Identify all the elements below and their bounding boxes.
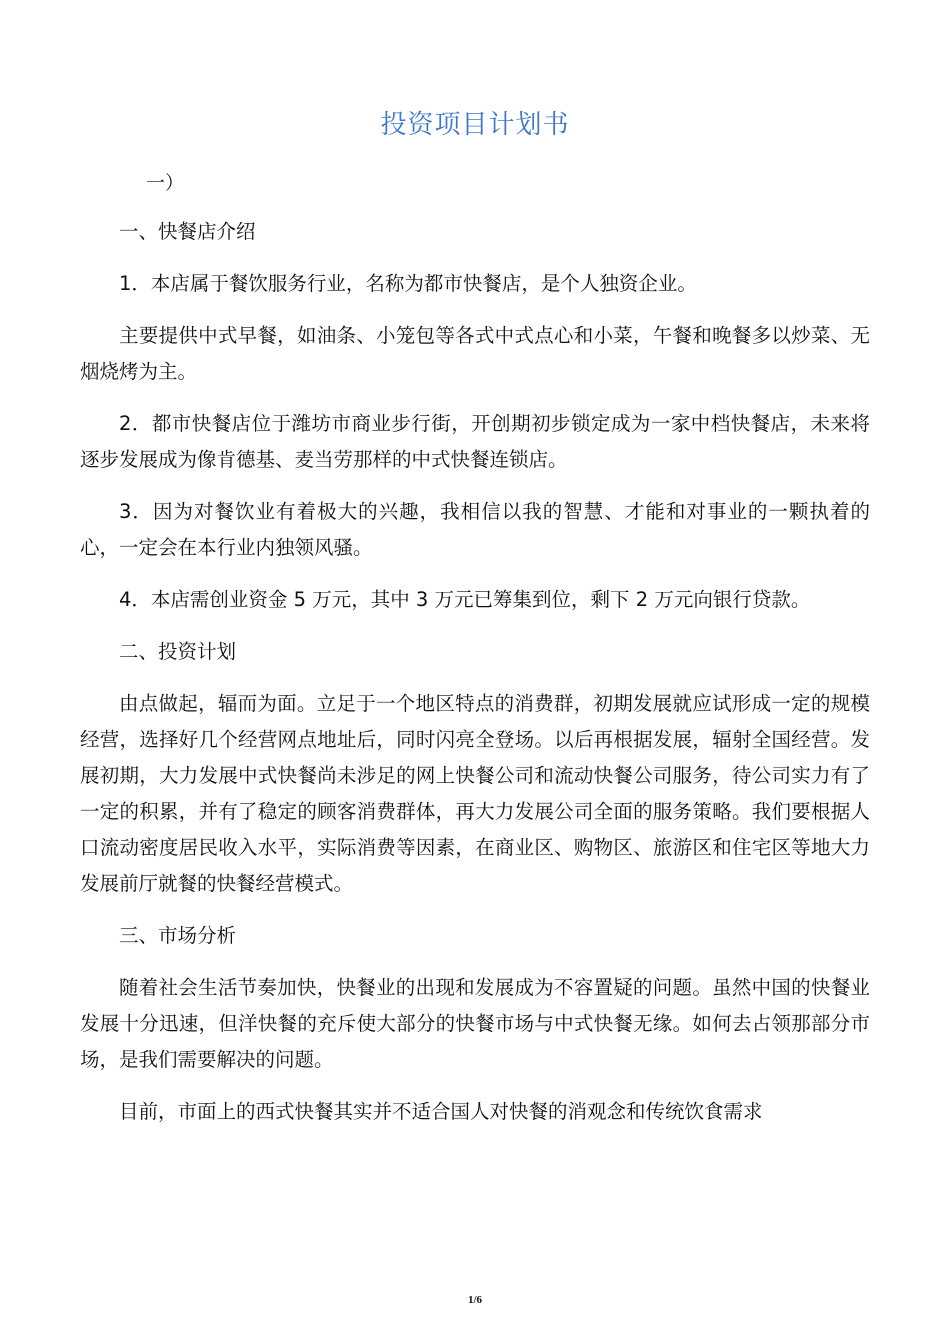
page-number: 1/6 (467, 1294, 483, 1306)
paragraph: 由点做起，辐而为面。立足于一个地区特点的消费群，初期发展就应试形成一定的规模经营，选择好几个经营网点地址后，同时闪亮全登场。以后再根据发展，辐射全国经营。发展初期，大力发展中式快餐尚未涉足的网上快餐公司和流动快餐公司服务，待公司实力有了一定的积累，并有了稳定的顾客消费群体，再大力发展公司全面的服务策略。我们要根据人口流动密度居民收入水平，实际消费等因素，在商业区、购物区、旅游区和住宅区等地大力发展前厅就餐的快餐经营模式。 (80, 692, 870, 895)
paragraph: 目前，市面上的西式快餐其实并不适合国人对快餐的消观念和传统饮食需求 (119, 1100, 763, 1123)
section-heading-intro: 一、快餐店介绍 (119, 220, 256, 243)
document-title: 投资项目计划书 (380, 110, 570, 140)
paragraph: 3．因为对餐饮业有着极大的兴趣，我相信以我的智慧、才能和对事业的一颗执着的心，一定会在本行业内独领风骚。 (80, 500, 870, 559)
paragraph: 主要提供中式早餐，如油条、小笼包等各式中式点心和小菜，午餐和晚餐多以炒菜、无烟烧烤为主。 (80, 324, 870, 383)
document-body (80, 214, 870, 1146)
section-subheading: 一） (146, 172, 185, 194)
paragraph: 随着社会生活节奏加快，快餐业的出现和发展成为不容置疑的问题。虽然中国的快餐业发展十分迅速，但洋快餐的充斥使大部分的快餐市场与中式快餐无缘。如何去占领那部分市场，是我们需要解决的问题。 (80, 976, 870, 1071)
section-heading-investment: 二、投资计划 (119, 640, 237, 663)
paragraph: 1．本店属于餐饮服务行业，名称为都市快餐店，是个人独资企业。 (119, 272, 697, 295)
paragraph: 2．都市快餐店位于潍坊市商业步行街，开创期初步锁定成为一家中档快餐店，未来将逐步发展成为像肯德基、麦当劳那样的中式快餐连锁店。 (80, 412, 870, 471)
paragraph: 4．本店需创业资金 5 万元，其中 3 万元已筹集到位，剩下 2 万元向银行贷款。 (119, 588, 811, 611)
section-heading-market: 三、市场分析 (119, 924, 237, 947)
